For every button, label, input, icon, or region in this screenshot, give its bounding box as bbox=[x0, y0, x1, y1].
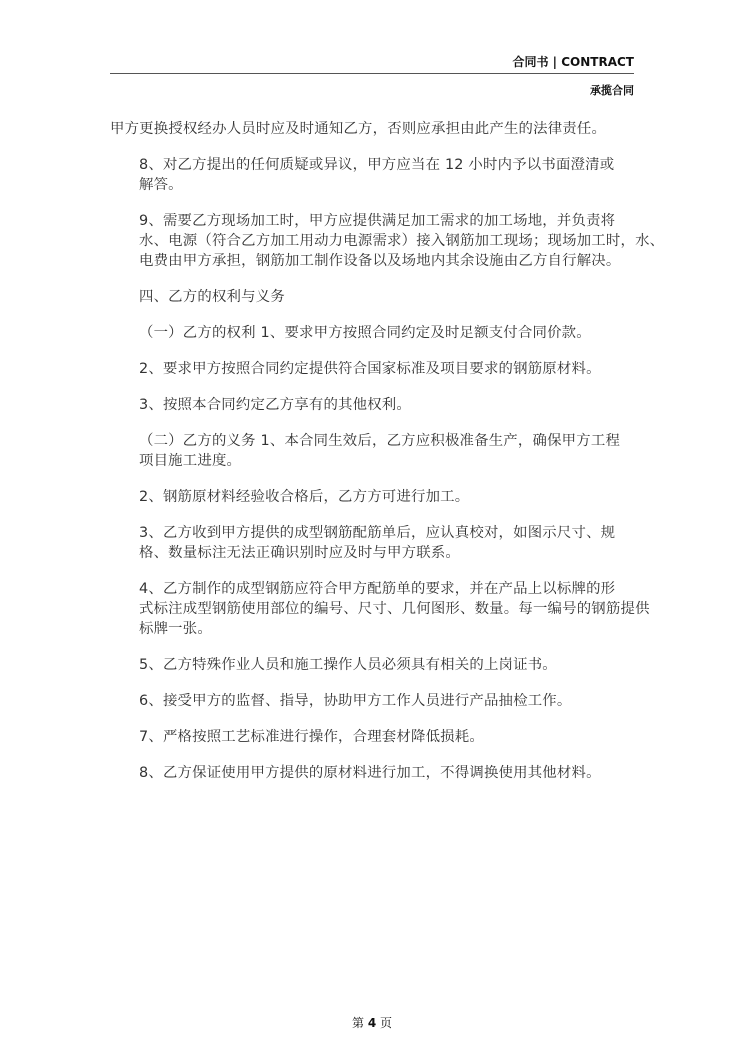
contract-paragraph bbox=[110, 487, 634, 507]
paragraph-line: 3、按照本合同约定乙方享有的其他权利。 bbox=[139, 397, 411, 413]
paragraph-line: 7、严格按照工艺标准进行操作，合理套材降低损耗。 bbox=[139, 729, 484, 745]
contract-paragraph bbox=[110, 579, 650, 639]
paragraph-line: 3、乙方收到甲方提供的成型钢筋配筋单后，应认真校对，如图示尺寸、规 bbox=[139, 525, 616, 541]
contract-paragraph bbox=[110, 155, 634, 195]
contract-paragraph bbox=[110, 431, 634, 471]
contract-paragraph bbox=[110, 395, 634, 415]
contract-paragraph bbox=[110, 655, 634, 675]
header-divider bbox=[110, 73, 634, 74]
paragraph-line: 水、电源（符合乙方加工用动力电源需求）接入钢筋加工现场；现场加工时，水、 bbox=[139, 233, 665, 249]
contract-paragraph bbox=[110, 119, 634, 139]
paragraph-line: 格、数量标注无法正确识别时应及时与甲方联系。 bbox=[139, 545, 460, 561]
page-label-suffix: 页 bbox=[380, 1016, 393, 1030]
page-label-prefix: 第 bbox=[351, 1016, 364, 1030]
contract-paragraph bbox=[110, 211, 665, 271]
contract-paragraph bbox=[110, 727, 634, 747]
contract-paragraph bbox=[110, 359, 634, 379]
paragraph-line: （二）乙方的义务 1、本合同生效后，乙方应积极准备生产，确保甲方工程 bbox=[139, 433, 621, 449]
contract-paragraph bbox=[110, 323, 634, 343]
contract-paragraph bbox=[110, 691, 634, 711]
paragraph-line: 电费由甲方承担，钢筋加工制作设备以及场地内其余设施由乙方自行解决。 bbox=[139, 253, 621, 269]
paragraph-line: 8、对乙方提出的任何质疑或异议，甲方应当在 12 小时内予以书面澄清或 bbox=[139, 157, 615, 173]
paragraph-line: 项目施工进度。 bbox=[139, 453, 242, 469]
paragraph-line: 解答。 bbox=[139, 177, 183, 193]
paragraph-line: 式标注成型钢筋使用部位的编号、尺寸、几何图形、数量。每一编号的钢筋提供 bbox=[139, 601, 650, 617]
contract-paragraph bbox=[110, 523, 634, 563]
paragraph-line: 4、乙方制作的成型钢筋应符合甲方配筋单的要求，并在产品上以标牌的形 bbox=[139, 581, 616, 597]
page-number: 4 bbox=[367, 1016, 377, 1030]
paragraph-line: 2、钢筋原材料经验收合格后，乙方方可进行加工。 bbox=[139, 489, 470, 505]
paragraph-line: 8、乙方保证使用甲方提供的原材料进行加工，不得调换使用其他材料。 bbox=[139, 765, 601, 781]
paragraph-line: 四、乙方的权利与义务 bbox=[139, 289, 285, 305]
paragraph-line: 6、接受甲方的监督、指导，协助甲方工作人员进行产品抽检工作。 bbox=[139, 693, 572, 709]
paragraph-line: 2、要求甲方按照合同约定提供符合国家标准及项目要求的钢筋原材料。 bbox=[139, 361, 601, 377]
contract-body bbox=[110, 119, 665, 799]
header-title: 合同书 | CONTRACT bbox=[512, 55, 634, 69]
header-subtitle: 承揽合同 bbox=[590, 84, 634, 97]
paragraph-line: 标牌一张。 bbox=[139, 621, 212, 637]
paragraph-line: （一）乙方的权利 1、要求甲方按照合同约定及时足额支付合同价款。 bbox=[139, 325, 591, 341]
paragraph-line: 甲方更换授权经办人员时应及时通知乙方，否则应承担由此产生的法律责任。 bbox=[110, 121, 607, 137]
paragraph-line: 9、需要乙方现场加工时，甲方应提供满足加工需求的加工场地，并负责将 bbox=[139, 213, 616, 229]
contract-paragraph bbox=[110, 287, 634, 307]
page-footer bbox=[0, 1014, 744, 1031]
paragraph-line: 5、乙方特殊作业人员和施工操作人员必须具有相关的上岗证书。 bbox=[139, 657, 557, 673]
contract-paragraph bbox=[110, 763, 634, 783]
